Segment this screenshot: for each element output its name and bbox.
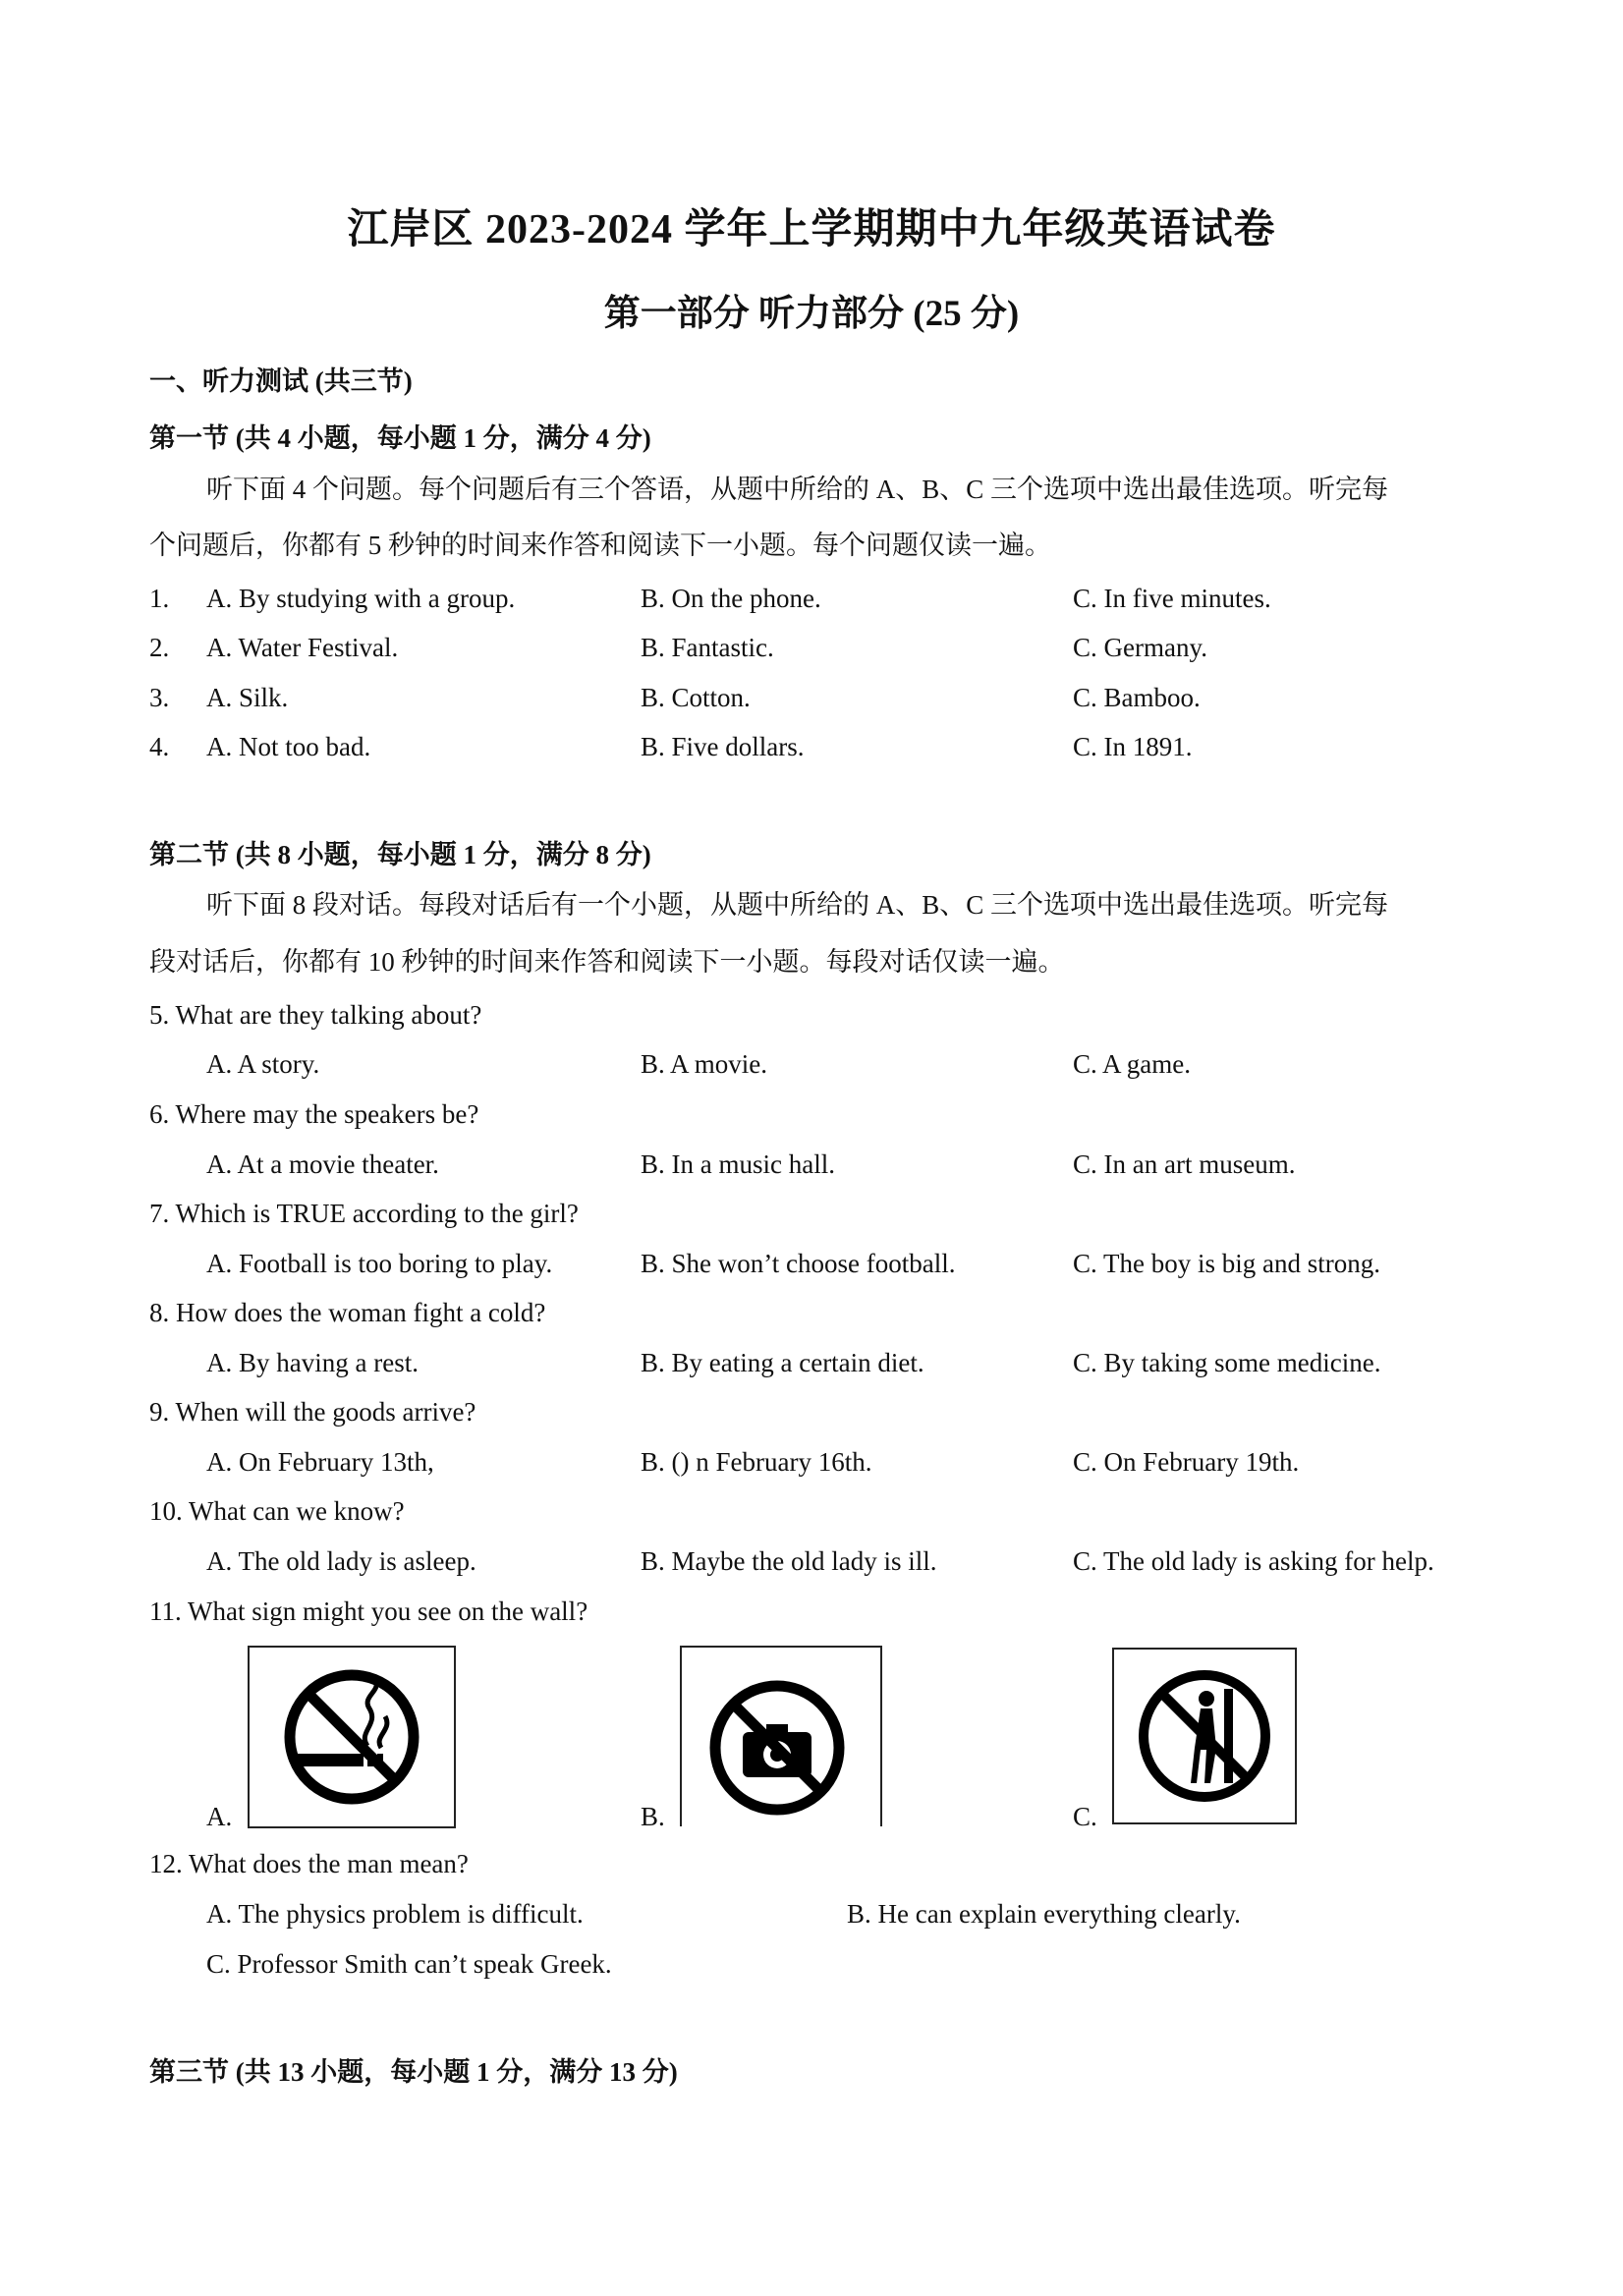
section1-instruction-line1: 听下面 4 个问题。每个问题后有三个答语，从题中所给的 A、B、C 三个选项中选出最佳选项。听完每 bbox=[206, 475, 1389, 504]
question-stem: 6. Where may the speakers be? bbox=[149, 1099, 479, 1129]
question-stem: 9. When will the goods arrive? bbox=[149, 1397, 476, 1427]
option-a: A. Not too bad. bbox=[206, 732, 371, 761]
section-main-heading: 一、听力测试 (共三节) bbox=[149, 366, 413, 396]
section1-heading: 第一节 (共 4 小题，每小题 1 分，满分 4 分) bbox=[149, 423, 651, 453]
option-c: C. A game. bbox=[1073, 1049, 1191, 1079]
option-c: C. By taking some medicine. bbox=[1073, 1348, 1381, 1377]
option-a: A. Football is too boring to play. bbox=[206, 1249, 553, 1278]
option-a-image bbox=[248, 1646, 456, 1828]
question-number: 3. bbox=[149, 683, 170, 712]
option-b: B. () n February 16th. bbox=[641, 1447, 872, 1477]
question-number: 2. bbox=[149, 633, 170, 662]
option-b: B. He can explain everything clearly. bbox=[847, 1899, 1241, 1929]
page-title: 江岸区 2023-2024 学年上学期期中九年级英语试卷 bbox=[347, 207, 1276, 252]
question-stem: 10. What can we know? bbox=[149, 1496, 405, 1526]
option-c-image bbox=[1112, 1648, 1297, 1824]
option-a: A. The old lady is asleep. bbox=[206, 1546, 476, 1576]
option-b: B. In a music hall. bbox=[641, 1149, 835, 1179]
option-a: A. By having a rest. bbox=[206, 1348, 419, 1377]
option-b: B. Cotton. bbox=[641, 683, 751, 712]
question-number: 4. bbox=[149, 732, 170, 761]
section1-instruction-line2: 个问题后，你都有 5 秒钟的时间来作答和阅读下一小题。每个问题仅读一遍。 bbox=[149, 531, 1051, 560]
option-a: A. By studying with a group. bbox=[206, 584, 516, 613]
no-photography-sign-icon bbox=[682, 1648, 880, 1826]
question-stem: 7. Which is TRUE according to the girl? bbox=[149, 1199, 579, 1228]
option-a-label: A. bbox=[206, 1802, 233, 1831]
section3-heading: 第三节 (共 13 小题，每小题 1 分，满分 13 分) bbox=[149, 2057, 678, 2087]
question-stem: 11. What sign might you see on the wall? bbox=[149, 1596, 588, 1626]
question-stem: 8. How does the woman fight a cold? bbox=[149, 1298, 546, 1327]
option-c: C. In 1891. bbox=[1073, 732, 1193, 761]
option-b-image bbox=[680, 1646, 882, 1826]
option-c: C. On February 19th. bbox=[1073, 1447, 1300, 1477]
part-title: 第一部分 听力部分 (25 分) bbox=[603, 294, 1020, 334]
option-c: C. Bamboo. bbox=[1073, 683, 1201, 712]
option-b: B. On the phone. bbox=[641, 584, 821, 613]
option-a: A. A story. bbox=[206, 1049, 320, 1079]
option-c: C. Germany. bbox=[1073, 633, 1207, 662]
option-a: A. On February 13th, bbox=[206, 1447, 434, 1477]
option-b: B. By eating a certain diet. bbox=[641, 1348, 924, 1377]
section2-instruction-line1: 听下面 8 段对话。每段对话后有一个小题，从题中所给的 A、B、C 三个选项中选出最佳选项。听完每 bbox=[206, 890, 1389, 920]
no-smoking-sign-icon bbox=[250, 1648, 454, 1826]
option-c-label: C. bbox=[1073, 1802, 1097, 1831]
option-a: A. Water Festival. bbox=[206, 633, 399, 662]
option-b: B. Fantastic. bbox=[641, 633, 774, 662]
option-c: C. The old lady is asking for help. bbox=[1073, 1546, 1434, 1576]
option-c: C. Professor Smith can’t speak Greek. bbox=[206, 1949, 612, 1979]
option-c: C. In an art museum. bbox=[1073, 1149, 1296, 1179]
option-a: A. The physics problem is difficult. bbox=[206, 1899, 584, 1929]
option-c: C. The boy is big and strong. bbox=[1073, 1249, 1380, 1278]
option-a: A. Silk. bbox=[206, 683, 289, 712]
no-urinating-sign-icon bbox=[1114, 1650, 1295, 1822]
option-a: A. At a movie theater. bbox=[206, 1149, 439, 1179]
option-b: B. She won’t choose football. bbox=[641, 1249, 956, 1278]
section2-heading: 第二节 (共 8 小题，每小题 1 分，满分 8 分) bbox=[149, 840, 651, 869]
option-b: B. Five dollars. bbox=[641, 732, 805, 761]
section2-instruction-line2: 段对话后，你都有 10 秒钟的时间来作答和阅读下一小题。每段对话仅读一遍。 bbox=[149, 947, 1065, 977]
option-b: B. A movie. bbox=[641, 1049, 768, 1079]
option-b: B. Maybe the old lady is ill. bbox=[641, 1546, 937, 1576]
question-stem: 12. What does the man mean? bbox=[149, 1849, 469, 1878]
question-number: 1. bbox=[149, 584, 170, 613]
question-stem: 5. What are they talking about? bbox=[149, 1000, 482, 1030]
option-c: C. In five minutes. bbox=[1073, 584, 1271, 613]
option-b-label: B. bbox=[641, 1802, 665, 1831]
